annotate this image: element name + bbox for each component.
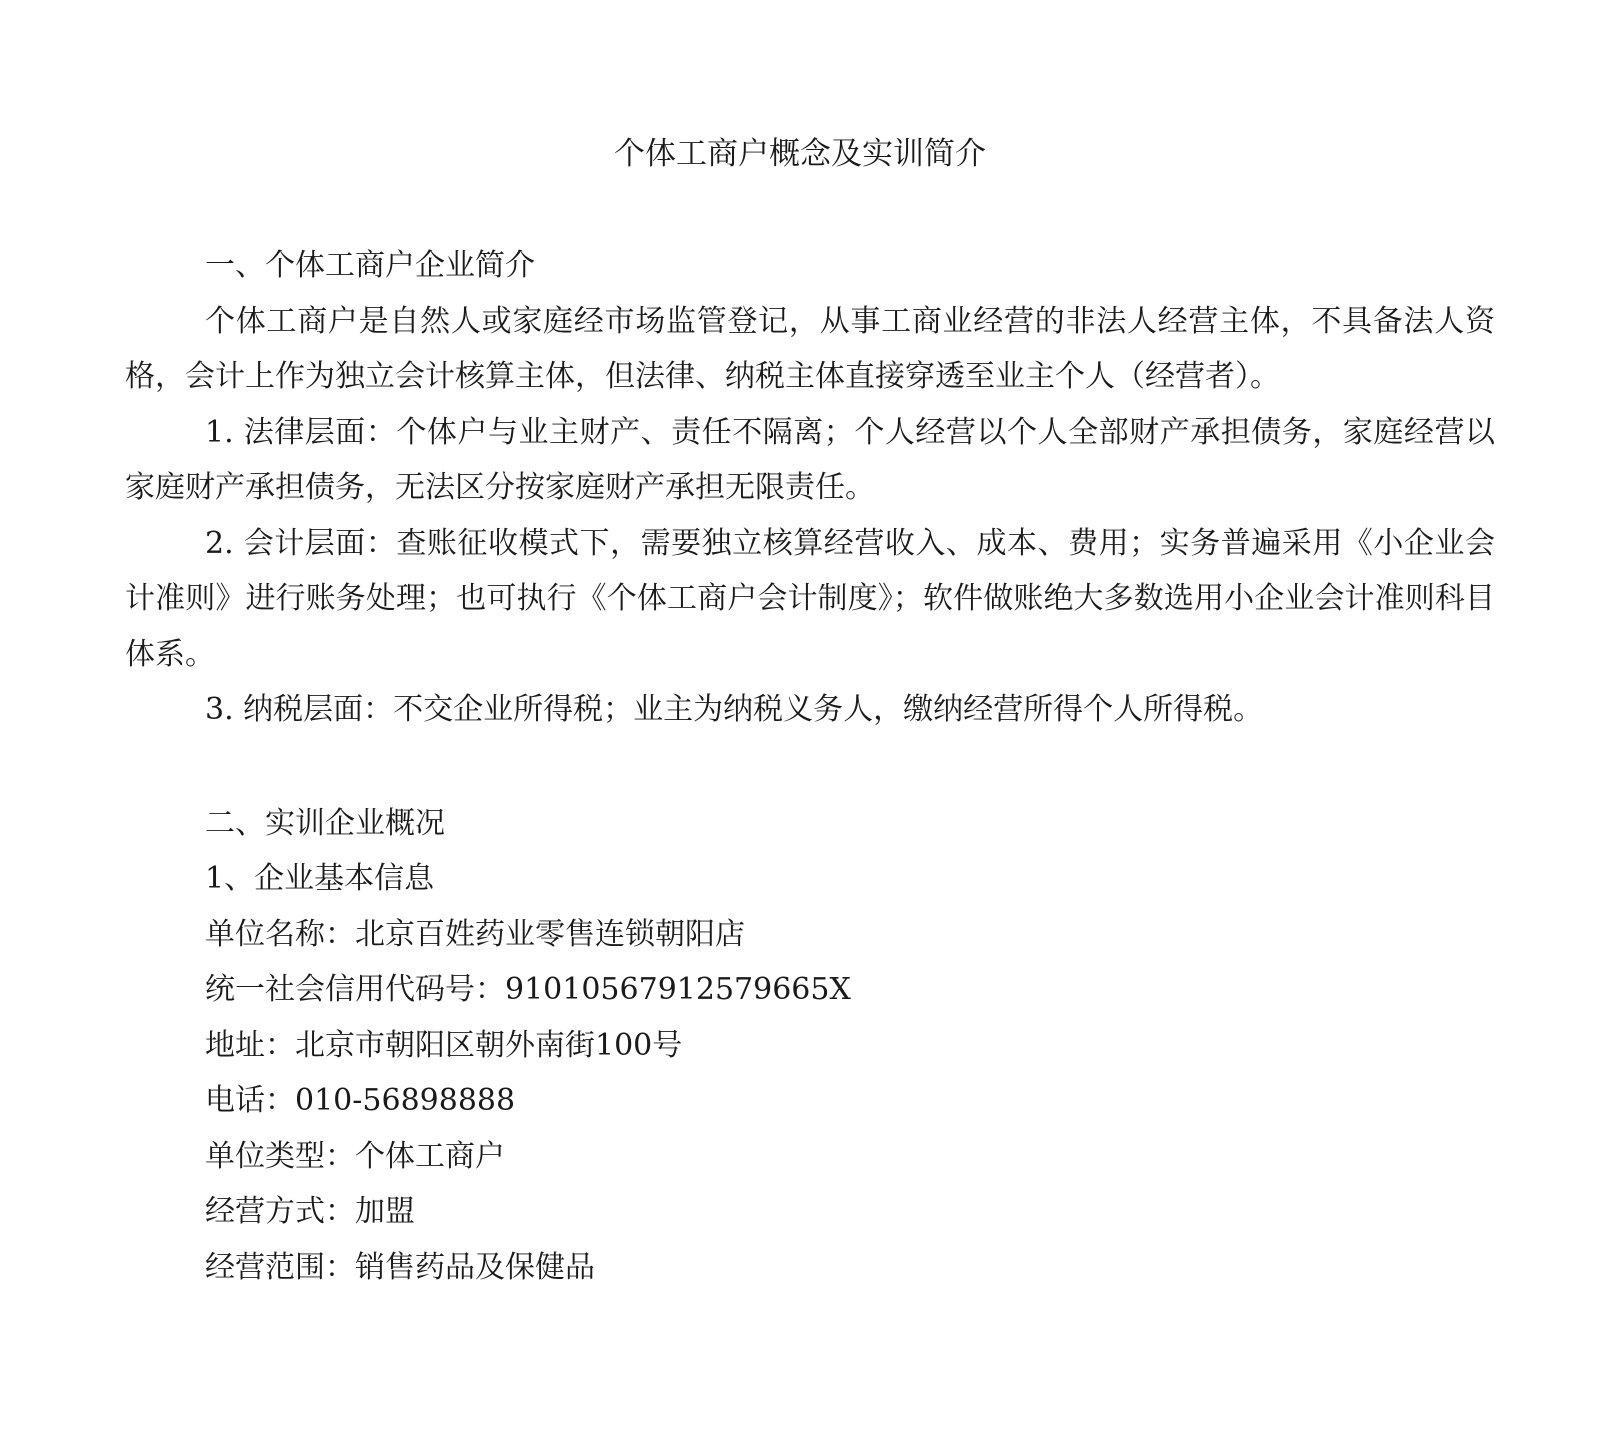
section-2-heading: 二、实训企业概况 — [205, 805, 445, 841]
accounting-aspect-paragraph: 2. 会计层面：查账征收模式下，需要独立核算经营收入、成本、费用；实务普遍采用《小企业会计准则》进行账务处理；也可执行《个体工商户会计制度》；软件做账绝大多数选用小企业会计准则科目体系。 — [125, 525, 1495, 672]
document-body — [125, 238, 1495, 1295]
section-1-intro-paragraph: 个体工商户是自然人或家庭经市场监管登记，从事工商业经营的非法人经营主体，不具备法人资格，会计上作为独立会计核算主体，但法律、纳税主体直接穿透至业主个人（经营者）。 — [125, 303, 1495, 394]
business-mode-field: 经营方式：加盟 — [205, 1194, 415, 1229]
tax-aspect-paragraph: 3. 纳税层面：不交企业所得税；业主为纳税义务人，缴纳经营所得个人所得税。 — [205, 692, 1264, 727]
credit-code-field: 统一社会信用代码号：91010567912579665X — [205, 972, 851, 1007]
entity-type-field: 单位类型：个体工商户 — [205, 1138, 505, 1174]
section-1-heading: 一、个体工商户企业简介 — [205, 248, 535, 283]
document-title: 个体工商户概念及实训简介 — [614, 136, 986, 172]
company-name-field: 单位名称：北京百姓药业零售连锁朝阳店 — [205, 916, 745, 952]
basic-info-subheading: 1、企业基本信息 — [205, 861, 435, 896]
legal-aspect-paragraph: 1. 法律层面：个体户与业主财产、责任不隔离；个人经营以个人全部财产承担债务，家庭经营以家庭财产承担债务，无法区分按家庭财产承担无限责任。 — [125, 414, 1495, 505]
address-field: 地址：北京市朝阳区朝外南街100号 — [205, 1027, 683, 1063]
section-spacer — [125, 738, 1495, 796]
phone-field: 电话：010-56898888 — [205, 1083, 516, 1118]
business-scope-field: 经营范围：销售药品及保健品 — [205, 1249, 595, 1285]
